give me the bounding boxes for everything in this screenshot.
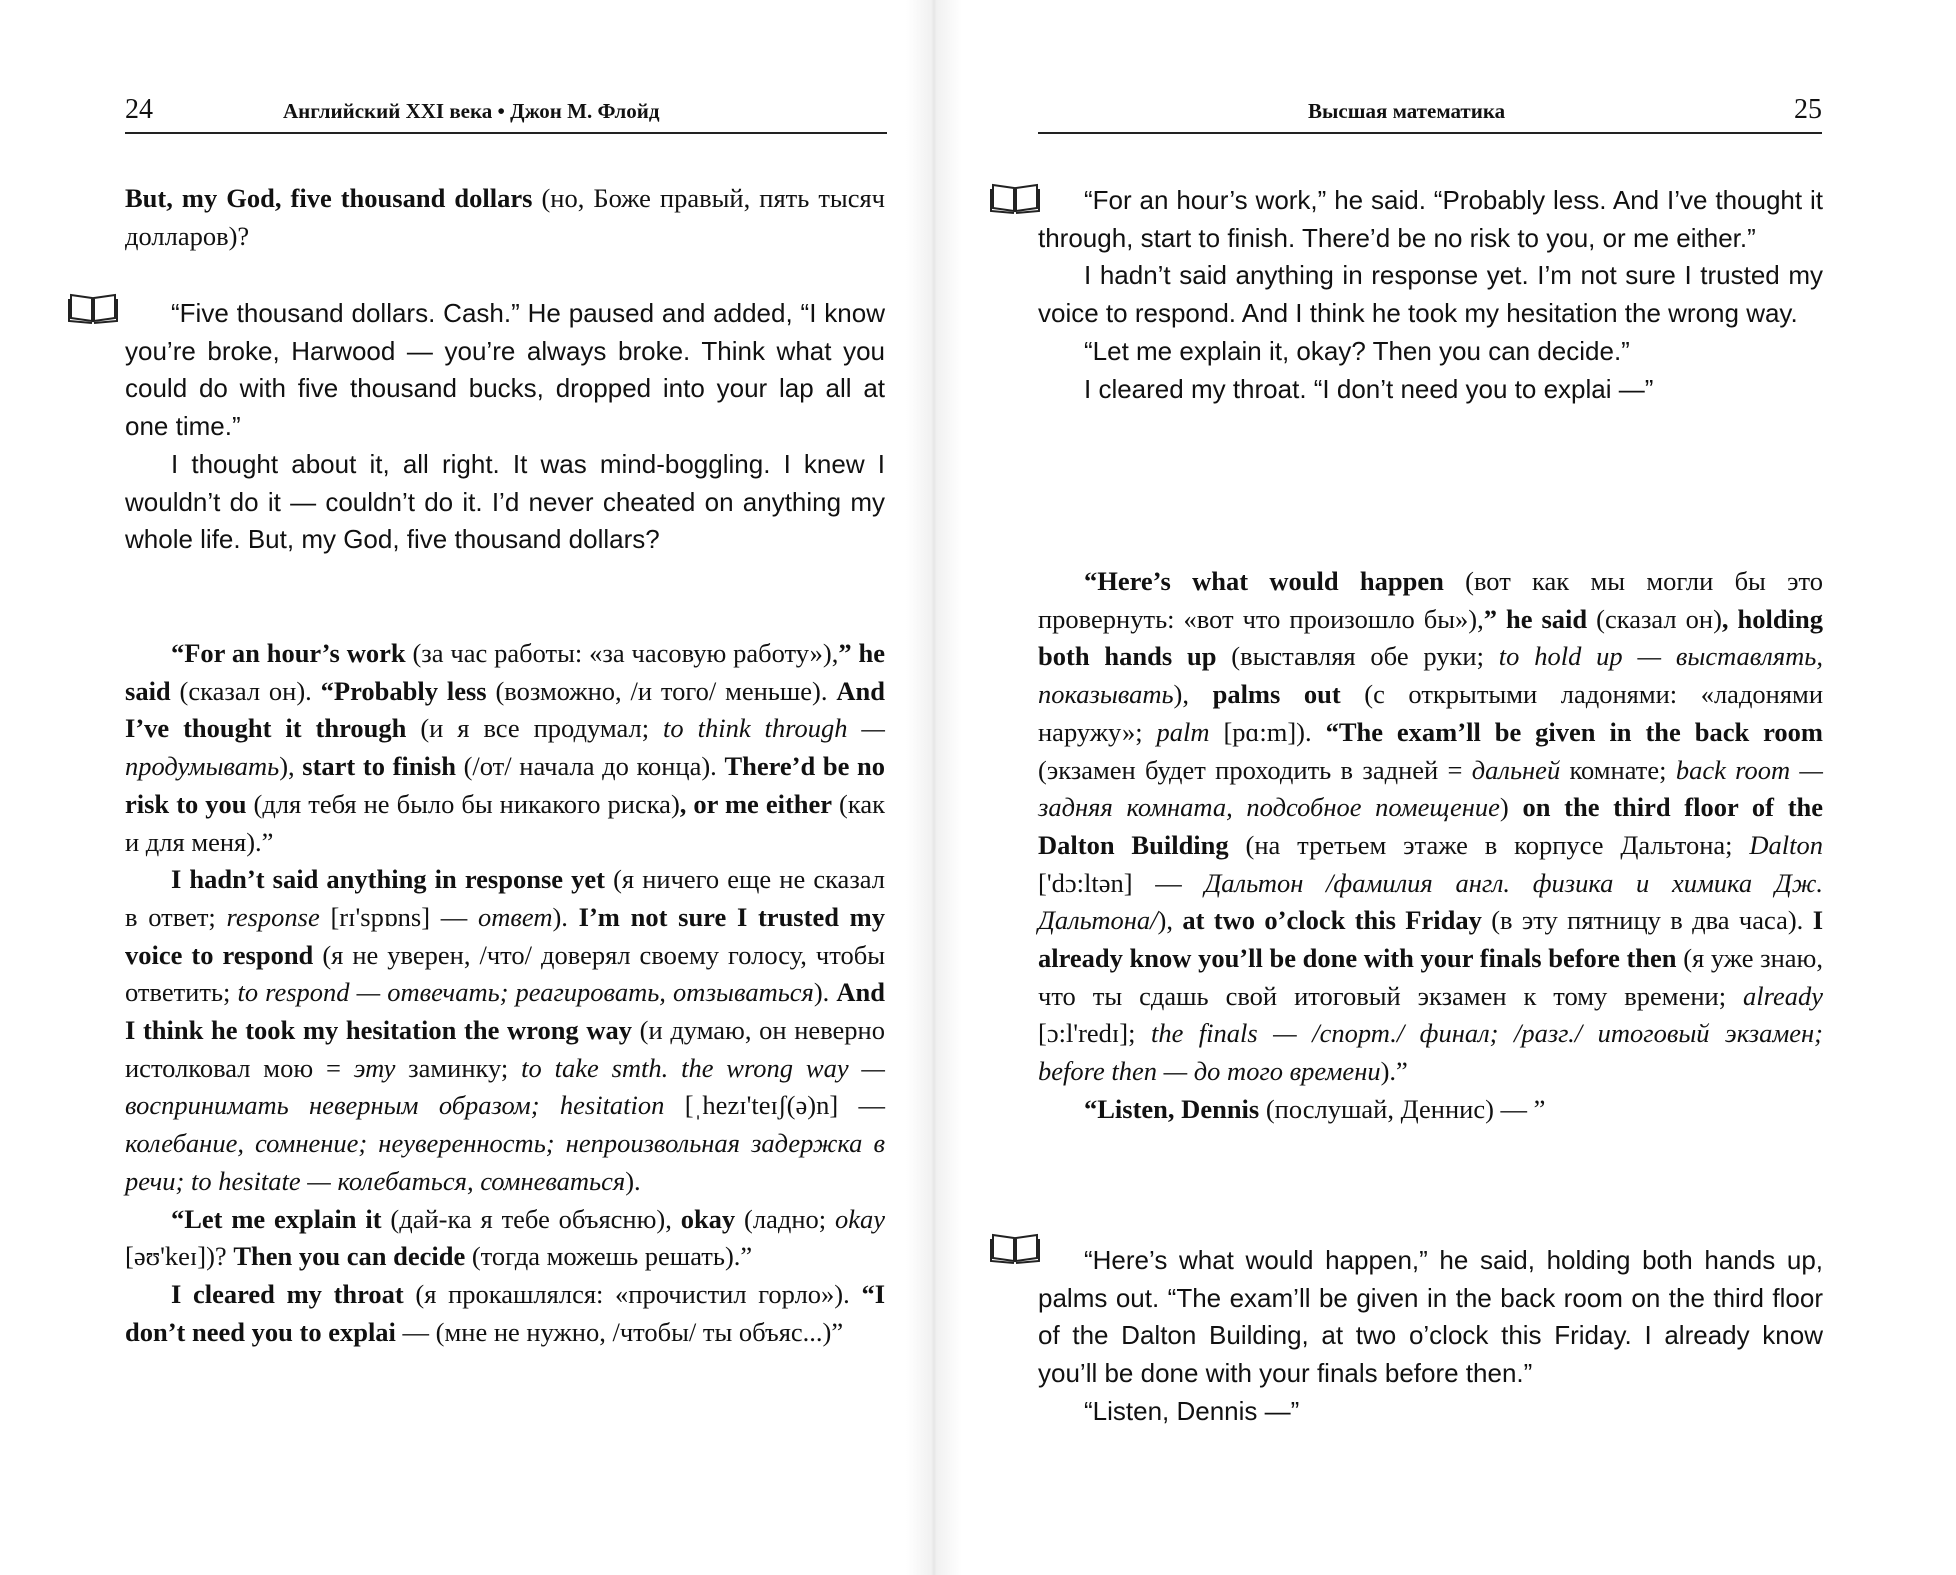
paragraph: I hadn’t said anything in response yet (я ничего еще не сказал в ответ; response [rɪ'spɒns] — ответ). I’m not sure I trusted my voice to respond (я не уверен, /что/ доверял своему голосу, чтобы ответить; to respond — отвечать; реагировать, отзываться). And I think he took my hesitation the wrong way (и думаю, он неверно истолковал мою = эту заминку; to take smth. the wrong way — воспринимать неверным образом; hesitation [ˌhezɪ'teɪʃ(ə)n] — колебание, сомнение; неуверенность; непроизвольная задержка в речи; to hesitate — колебаться, сомневаться). [125, 864, 886, 1196]
paragraph: I thought about it, all right. It was mind-boggling. I knew I wouldn’t do it — couldn’t do it. I’d never cheated on anything my whole life. But, my God, five thousand dollars? [125, 448, 885, 555]
paragraph: I cleared my throat (я прокашлялся: «прочистил горло»). “I don’t need you to explai — (мне не нужно, /чтобы/ ты объяс...)” [125, 1278, 886, 1347]
paragraph: “Here’s what would happen (вот как мы могли бы это провернуть: «вот что произошло бы»),” he said (сказал он), holding both hands up (выставляя обе руки; to hold up — выставлять, показывать), palms out (с открытыми ладонями: «ладонями наружу»; palm [pɑ:m]). “The exam’ll be given in the back room (экзамен будет проходить в задней = дальней комнате; back room — задняя комната, подсобное помещение) on the third floor of the Dalton Building (на третьем этаже в корпусе Дальтона; Dalton ['dɔ:ltən] — Дальтон /фамилия англ. физика и химика Дж. Дальтона/), at two o’clock this Friday (в эту пятницу в два часа). I already know you’ll be done with your finals before then (я уже знаю, что ты сдашь свой итоговый экзамен к тому времени; already [ɔ:l'redɪ]; the finals — /спорт./ финал; /разг./ итоговый экзамен; before then — до того времени).” [1038, 566, 1824, 1087]
annotated-text-block [1038, 563, 1823, 1129]
left-page [0, 0, 934, 1575]
book-icon [68, 290, 118, 324]
paragraph: “Let me explain it (дай-ка я тебе объясню), okay (ладно; okay [əʊ'keɪ])? Then you can decide (тогда можешь решать).” [125, 1203, 886, 1272]
paragraph: “Listen, Dennis (послушай, Деннис) — ” [1084, 1093, 1546, 1124]
paragraph: “Here’s what would happen,” he said, holding both hands up, palms out. “The exam’ll be given in the back room on the third floor of the Dalton Building, at two o’clock this Friday. I already know you’ll be done with your finals before then.” [1038, 1245, 1823, 1389]
right-page [934, 0, 1956, 1575]
book-icon [990, 1230, 1040, 1264]
bold-phrase: But, my God, five thousand dollars [125, 183, 533, 213]
annotated-text-block [125, 635, 885, 1351]
paragraph: “For an hour’s work,” he said. “Probably less. And I’ve thought it through, start to finish. There’d be no risk to you, or me either.” [1038, 185, 1823, 253]
right-running-head [1038, 88, 1822, 134]
running-title: Высшая математика [1308, 99, 1506, 123]
translation: (но, Боже правый, пять тысяч долларов)? [125, 183, 885, 251]
running-title: Английский XXI века • Джон М. Флойд [283, 99, 660, 123]
page-number: 25 [1794, 94, 1822, 125]
paragraph: I cleared my throat. “I don’t need you to explai —” [1084, 373, 1654, 404]
paragraph [125, 180, 885, 255]
paragraph: “For an hour’s work (за час работы: «за часовую работу»),” he said (сказал он). “Probably less (возможно, /и того/ меньше). And I’ve thought it through (и я все продумал; to think through — продумывать), start to finish (/от/ начала до конца). There’d be no risk to you (для тебя не было бы никакого риска), or me either (как и для меня).” [125, 638, 885, 857]
paragraph: “Five thousand dollars. Cash.” He paused and added, “I know you’re broke, Harwood — you’re always broke. Think what you could do with five thousand bucks, dropped into your lap all at one time.” [125, 298, 885, 442]
original-text-block [1038, 1242, 1823, 1431]
original-text-block [1038, 182, 1823, 408]
book-icon [990, 180, 1040, 214]
paragraph: “Let me explain it, okay? Then you can decide.” [1084, 335, 1630, 366]
paragraph: “Listen, Dennis —” [1084, 1395, 1300, 1426]
intro-paragraph [125, 180, 885, 255]
left-running-head [125, 88, 887, 134]
paragraph: I hadn’t said anything in response yet. I’m not sure I trusted my voice to respond. And I think he took my hesitation the wrong way. [1038, 260, 1823, 329]
page-number: 24 [125, 94, 153, 125]
original-text-block [125, 295, 885, 559]
